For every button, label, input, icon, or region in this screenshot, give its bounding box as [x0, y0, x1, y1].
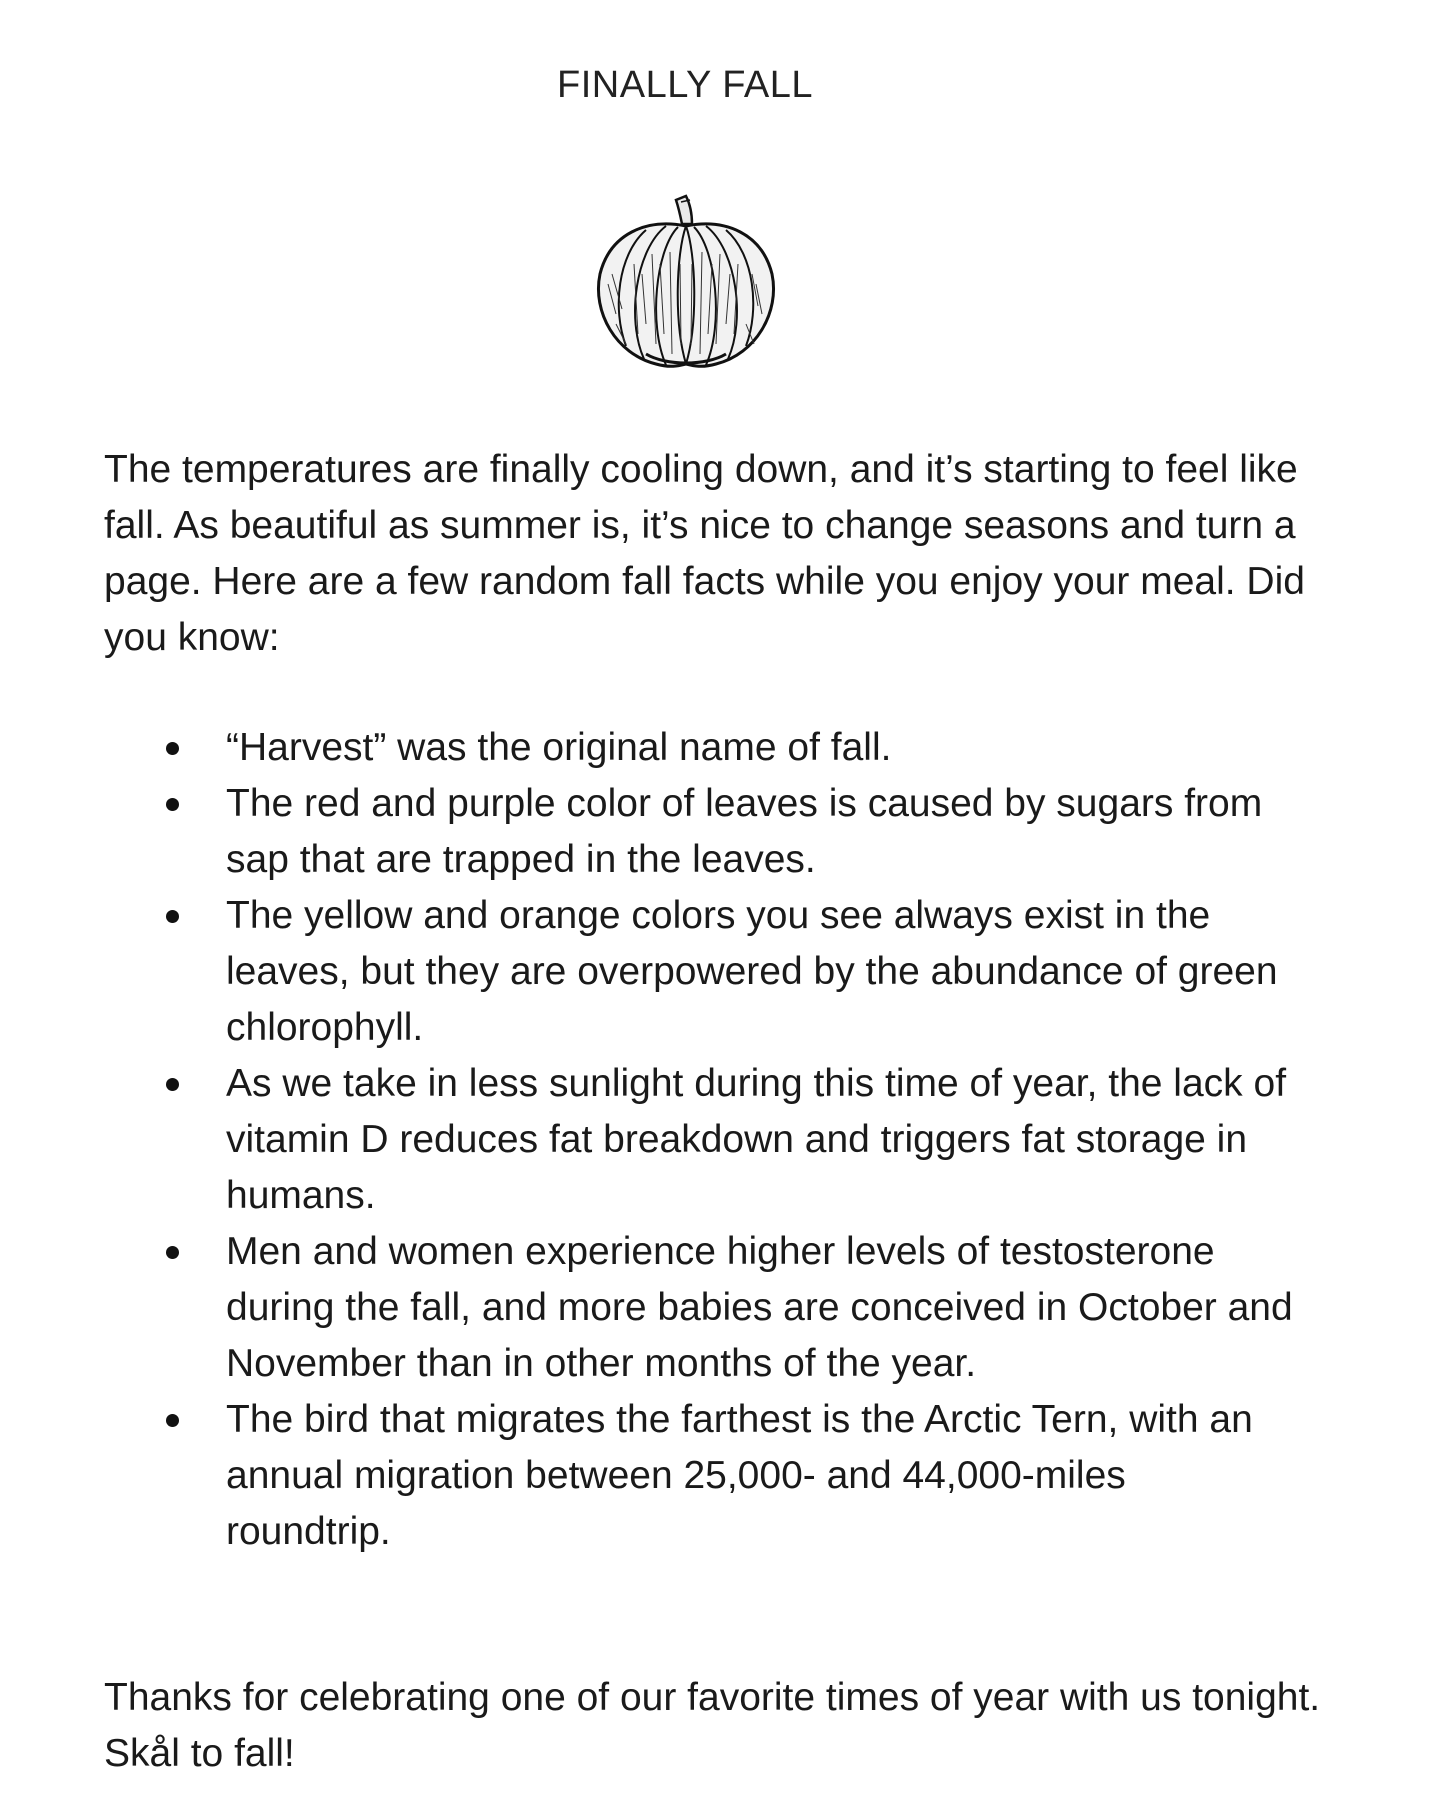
fact-text: The red and purple color of leaves is caused by sugars from sap that are trapped in the leaves. [226, 782, 1263, 881]
list-item [104, 1224, 1334, 1392]
fact-text: The yellow and orange colors you see always exist in the leaves, but they are overpowered by the abundance of green chlorophyll. [226, 894, 1278, 1049]
list-item [104, 1056, 1334, 1224]
pumpkin-illustration [586, 194, 786, 374]
bullet-icon [166, 742, 179, 755]
fact-text: “Harvest” was the original name of fall. [226, 726, 892, 769]
fall-facts-list [104, 720, 1334, 1560]
bullet-icon [166, 798, 179, 811]
list-item [104, 1392, 1334, 1560]
list-item [104, 776, 1334, 888]
closing-paragraph: Thanks for celebrating one of our favorite times of year with us tonight. Skål to fall! [104, 1676, 1321, 1775]
fact-text: The bird that migrates the farthest is the Arctic Tern, with an annual migration between 25,000- and 44,000-miles roundtrip. [226, 1398, 1253, 1553]
fact-text: Men and women experience higher levels of testosterone during the fall, and more babies are conceived in October and November than in other months of the year. [226, 1230, 1293, 1385]
bullet-icon [166, 1246, 179, 1259]
fact-text: As we take in less sunlight during this time of year, the lack of vitamin D reduces fat breakdown and triggers fat storage in humans. [226, 1062, 1287, 1217]
bullet-icon [166, 1414, 179, 1427]
list-item [104, 888, 1334, 1056]
intro-paragraph: The temperatures are finally cooling down, and it’s starting to feel like fall. As beautiful as summer is, it’s nice to change seasons and turn a page. Here are a few random fall facts while you enjoy your meal. Did you know: [104, 448, 1305, 659]
list-item [104, 720, 1334, 776]
page-title: FINALLY FALL [557, 64, 813, 106]
bullet-icon [166, 910, 179, 923]
bullet-icon [166, 1078, 179, 1091]
